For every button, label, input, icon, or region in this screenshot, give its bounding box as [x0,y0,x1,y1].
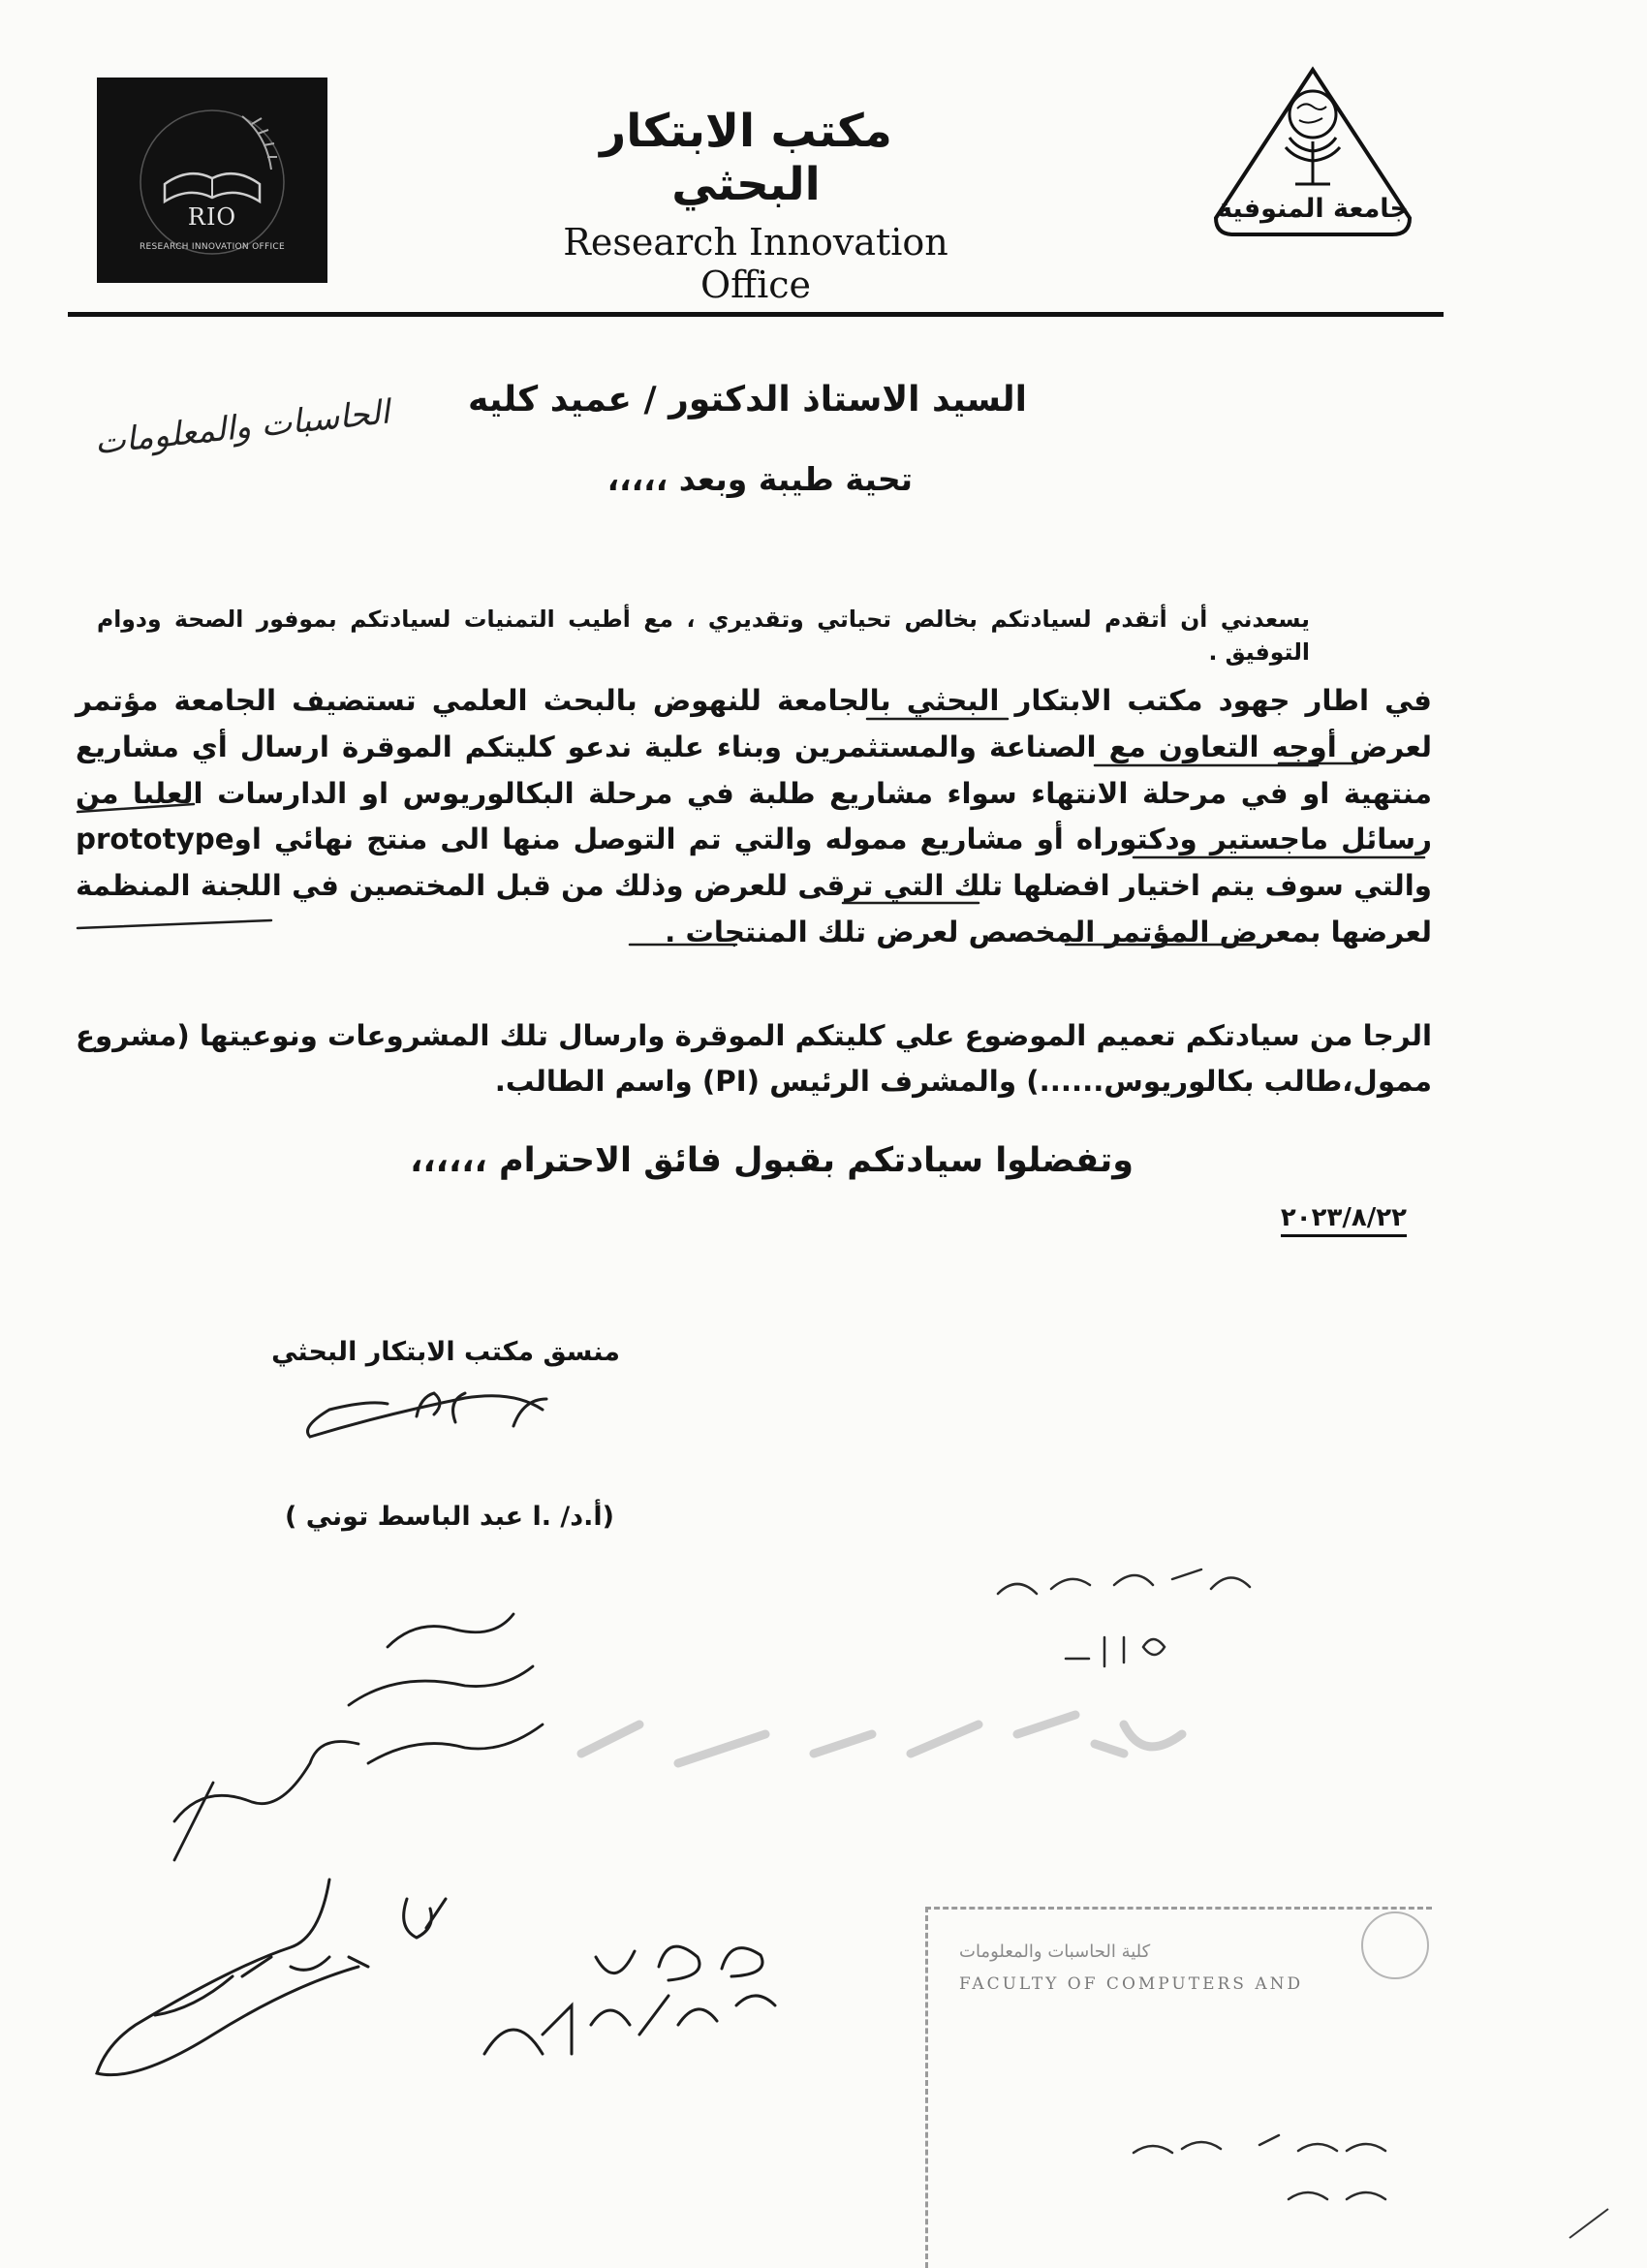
handwritten-number-left [484,1946,775,2054]
body-paragraph-2: الرجا من سيادتكم تعميم الموضوع علي كليتكم الموقرة وارسال تلك المشروعات ونوعيتها (مشروع ممول،طالب بكالوريوس......) والمشرف الرئيس (PI) واسم الطالب. [76,1019,1432,1098]
coordinator-title: منسق مكتب الابتكار البحثي [271,1337,620,1367]
faint-stamp-watermark [581,1715,1182,1763]
rio-logo [97,78,327,283]
signer-name: (أ.د/ .ا عبد الباسط توني ) [284,1502,614,1532]
addressee-line: السيد الاستاذ الدكتور / عميد كليه [468,380,1027,419]
stamp-text-arabic: كلية الحاسبات والمعلومات [959,1942,1151,1962]
office-title-english: Research Innovation Office [563,221,948,306]
rio-logo-fullname: RESEARCH INNOVATION OFFICE [140,242,285,252]
intro-paragraph: يسعدني أن أتقدم لسيادتكم بخالص تحياتي وتقديري ، مع أطيب التمنيات لسيادتكم بموفور الصحة ودوام التوفيق . [97,606,1310,666]
stray-pen-mark [1569,2209,1608,2238]
closing-line: وتفضلوا سيادتكم بقبول فائق الاحترام ،،،،،، [410,1141,1134,1180]
greeting: تحية طيبة وبعد ،،،،، [606,460,913,498]
office-title-arabic: مكتب الابتكار البحثي [600,105,892,211]
registry-handwritten-date [998,1569,1250,1666]
coordinator-signature [308,1393,547,1437]
handwritten-referral-notes [174,1614,543,1860]
header-divider [68,312,1444,317]
open-book-icon [97,78,327,283]
addressee-handwritten-faculty: الحاسبات والمعلومات [92,392,391,463]
handwritten-signature-left [97,1880,446,2075]
body-paragraph-1: في اطار جهود مكتب الابتكار البحثي بالجامعة للنهوض بالبحث العلمي تستضيف الجامعة مؤتمر لعرض أوجه التعاون مع الصناعة والمستثمرين وبناء علية ندعو كليتكم الموقرة ارسال أي مشاريع منتهية او في مرحلة الانتهاء سواء مشاريع طلبة في مرحلة البكالوريوس او الدارسات العليا من رسائل ماجستير ودكتوراه أو مشاريع مموله والتي تم التوصل منها الى منتج نهائي اوprototype والتي سوف يتم اختيار افضلها تلك التي ترقى للعرض وذلك من قبل المختصين في اللجنة المنظمة لعرضها بمعرض المؤتمر المخصص لعرض تلك المنتجات . [76,684,1432,948]
stamp-text-english: FACULTY OF COMPUTERS AND [959,1974,1304,1994]
university-name: جامعة المنوفية [1217,194,1409,224]
rio-logo-abbr: RIO [187,203,237,231]
letter-date: ٢٠٢٣/٨/٢٢ [1281,1203,1407,1237]
